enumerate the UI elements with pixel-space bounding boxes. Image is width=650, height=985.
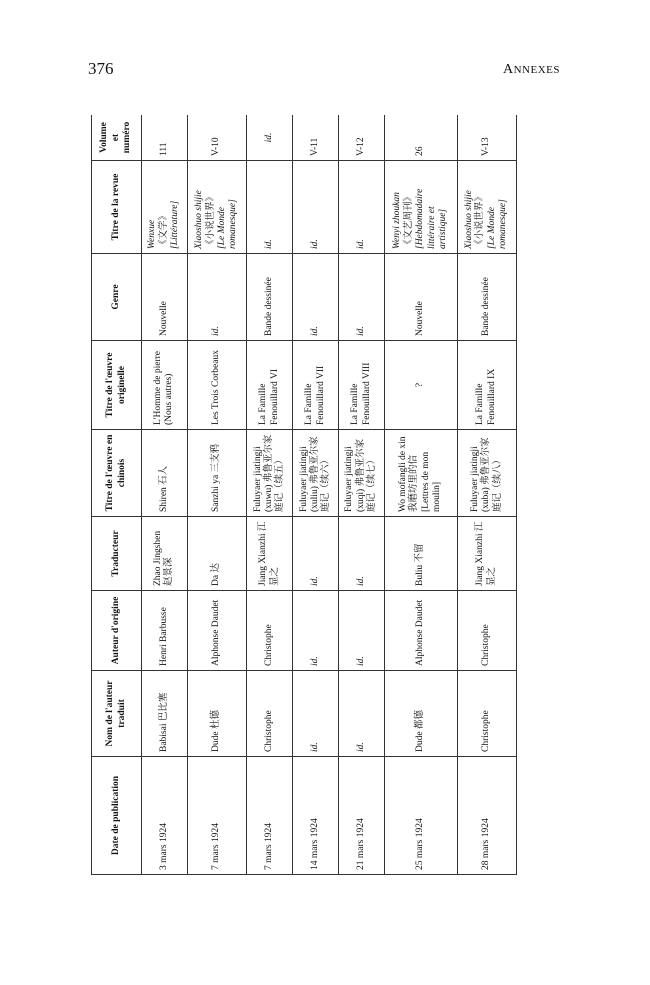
table-container <box>91 115 517 875</box>
cell-volume: V-10 <box>187 115 246 161</box>
review-chinese: 《文艺周刊》 <box>403 191 414 249</box>
cell-genre: id. <box>187 254 246 341</box>
cell-title-orig: Les Trois Corbeaux <box>187 341 246 430</box>
cell-author-translated: Dude 杜德 <box>187 671 246 757</box>
header-translator: Traducteur <box>92 517 142 591</box>
cell-title-orig: La Famille Fenouillard VII <box>293 341 339 430</box>
cell-review <box>293 161 339 254</box>
cell-title-cn: Fuluyaer jiatingji (xuliu) 弗鲁亚尔家庭记（续六） <box>293 430 339 517</box>
running-head-initial: A <box>502 62 514 77</box>
cell-title-orig: L'Homme de pierre (Nous autres) <box>142 341 188 430</box>
cell-date: 25 mars 1924 <box>385 757 458 875</box>
cell-genre: id. <box>293 254 339 341</box>
cell-genre: id. <box>339 254 385 341</box>
review-translation: [Le Monde romanesque] <box>217 199 239 249</box>
table-row <box>187 115 246 875</box>
cell-author-origin: Christophe <box>457 591 516 671</box>
cell-author-translated: Dude 都德 <box>385 671 458 757</box>
cell-title-cn: Shiren 石人 <box>142 430 188 517</box>
review-translation: [Littérature] <box>170 200 181 249</box>
running-head <box>503 62 560 78</box>
cell-title-orig: La Famille Fenouillard VIII <box>339 341 385 430</box>
cell-author-origin: Christophe <box>247 591 293 671</box>
cell-translator: Da 达 <box>187 517 246 591</box>
header-genre: Genre <box>92 254 142 341</box>
cell-volume: V-11 <box>293 115 339 161</box>
cell-author-origin: Henri Barbusse <box>142 591 188 671</box>
cell-title-cn: Fuluyaer jiatingji (xuba) 弗鲁亚尔家庭记（续八） <box>457 430 516 517</box>
cell-review <box>385 161 458 254</box>
cell-date: 28 mars 1924 <box>457 757 516 875</box>
review-chinese: 《小说世界》 <box>475 191 486 249</box>
review-chinese: 《文学》 <box>158 210 169 249</box>
cell-date: 7 mars 1924 <box>247 757 293 875</box>
cell-author-translated: id. <box>339 671 385 757</box>
cell-author-translated: Christophe <box>457 671 516 757</box>
cell-date: 21 mars 1924 <box>339 757 385 875</box>
publications-table <box>91 115 517 875</box>
cell-genre: Nouvelle <box>385 254 458 341</box>
table-row <box>385 115 458 875</box>
cell-translator: Jiang Xianzhi 江显之 <box>457 517 516 591</box>
cell-author-translated: Babisai 巴比塞 <box>142 671 188 757</box>
table-header-row <box>92 115 142 875</box>
review-translation: [Le Monde romanesque] <box>486 199 509 249</box>
header-title-orig: Titre de l'œuvre originelle <box>92 341 142 430</box>
cell-translator: id. <box>293 517 339 591</box>
cell-genre: Nouvelle <box>142 254 188 341</box>
table-row <box>142 115 188 875</box>
table-row <box>247 115 293 875</box>
header-author-origin: Auteur d'origine <box>92 591 142 671</box>
cell-review <box>457 161 516 254</box>
cell-translator: Buliu 不留 <box>385 517 458 591</box>
review-pinyin: id. <box>263 239 274 249</box>
cell-author-origin: id. <box>339 591 385 671</box>
cell-title-orig: ? <box>385 341 458 430</box>
cell-title-cn: Fuluyaer jiatingji (xuwu) 弗鲁亚尔家庭记（续五） <box>247 430 293 517</box>
table-row <box>293 115 339 875</box>
review-pinyin: id. <box>355 239 366 249</box>
review-pinyin: Xiaoshuo shijie <box>464 190 475 249</box>
running-head-rest: NNEXES <box>513 64 560 76</box>
cell-title-cn: Sanzhi ya 三支鸦 <box>187 430 246 517</box>
header-date: Date de publication <box>92 757 142 875</box>
cell-volume: 111 <box>142 115 188 161</box>
cell-genre: Bande dessinée <box>247 254 293 341</box>
cell-title-orig: La Famille Fenouillard IX <box>457 341 516 430</box>
cell-author-translated: id. <box>293 671 339 757</box>
review-chinese: 《小说世界》 <box>205 191 216 249</box>
cell-date: 7 mars 1924 <box>187 757 246 875</box>
cell-author-origin: Alphonse Daudet <box>385 591 458 671</box>
review-pinyin: Xiaoshuo shijie <box>194 190 205 249</box>
review-translation: [Hebdomadaire littéraire et artistique] <box>415 188 448 249</box>
cell-review <box>187 161 246 254</box>
cell-title-cn: Fuluyaer jiatingji (xuqi) 弗鲁亚尔家庭记（续七） <box>339 430 385 517</box>
cell-author-translated: Christophe <box>247 671 293 757</box>
header-review: Titre de la revue <box>92 161 142 254</box>
page-number: 376 <box>88 59 114 78</box>
table-row <box>457 115 516 875</box>
cell-author-origin: id. <box>293 591 339 671</box>
cell-review <box>339 161 385 254</box>
cell-review <box>247 161 293 254</box>
header-author-translated: Nom de l'auteur traduit <box>92 671 142 757</box>
cell-translator: Zhao Jingshen 赵景深 <box>142 517 188 591</box>
cell-volume: 26 <box>385 115 458 161</box>
cell-title-cn: Wo mofangli de xin 我磨坊里的信 [Lettres de mon moulin] <box>385 430 458 517</box>
cell-date: 3 mars 1924 <box>142 757 188 875</box>
cell-translator: id. <box>339 517 385 591</box>
review-pinyin: id. <box>309 239 320 249</box>
table-row <box>339 115 385 875</box>
cell-title-orig: La Famille Fenouillard VI <box>247 341 293 430</box>
cell-genre: Bande dessinée <box>457 254 516 341</box>
cell-volume: id. <box>247 115 293 161</box>
review-pinyin: Wenyi zhoukan <box>392 192 403 249</box>
cell-date: 14 mars 1924 <box>293 757 339 875</box>
cell-author-origin: Alphonse Daudet <box>187 591 246 671</box>
cell-volume: V-12 <box>339 115 385 161</box>
header-volume: Volume et numéro <box>92 115 142 161</box>
cell-translator: Jiang Xianzhi 江显之 <box>247 517 293 591</box>
header-title-cn: Titre de l'œuvre en chinois <box>92 430 142 517</box>
review-pinyin: Wenxue <box>147 219 158 249</box>
cell-review <box>142 161 188 254</box>
cell-volume: V-13 <box>457 115 516 161</box>
